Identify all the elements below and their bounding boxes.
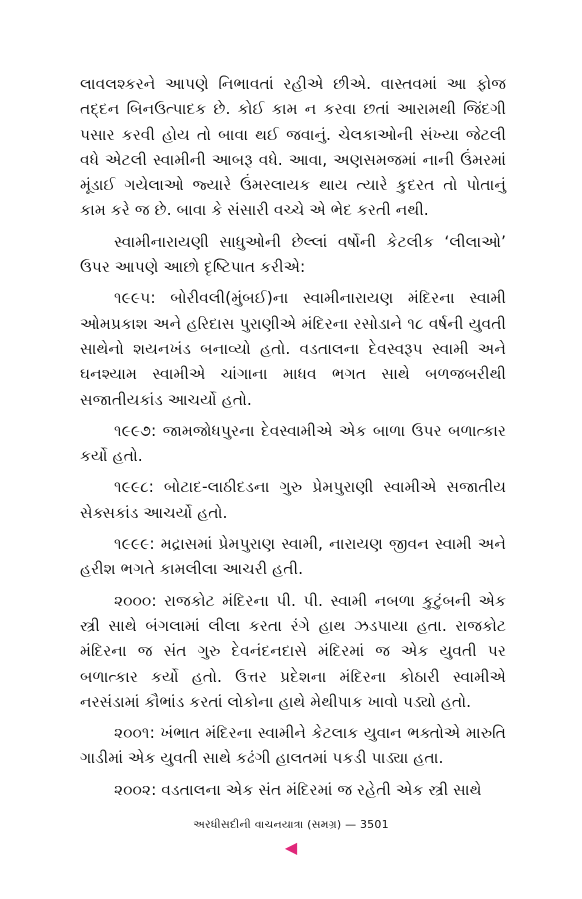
page-body xyxy=(80,72,506,809)
paragraph-1999: ૧૯૯૯: મદ્રાસમાં પ્રેમપુરાણ સ્વામી, નારાયણ જીવન સ્વામી અને હરીશ ભગતે કામલીલા આચરી હતી. xyxy=(80,535,506,579)
paragraph-lila-heading: સ્વામીનારાયણી સાધુઓની છેલ્લાં વર્ષોની કેટલીક ‘લીલાઓ’ ઉપર આપણે આછો દૃષ્ટિપાત કરીએ: xyxy=(80,232,506,277)
paragraph-intro: લાવલશ્કરને આપણે નિભાવતાં રહીએ છીએ. વાસ્તવમાં આ ફોજ તદ્દન બિનઉત્પાદક છે. કોઈ કામ ન કરવા છતાં આરામથી જિંદગી પસાર કરવી હોય તો બાવા થઈ જવાનું. ચેલકાઓની સંખ્યા જેટલી વધે એટલી સ્વામીની આબરૂ વધે. આવા, અણસમજમાં નાની ઉંમરમાં મૂંડાઈ ગયેલાઓ જ્યારે ઉંમરલાયક થાય ત્યારે કુદરત તો પોતાનું કામ કરે જ છે. બાવા કે સંસારી વચ્ચે એ ભેદ કરતી નથી. xyxy=(80,75,506,220)
paragraph-2001: ૨૦૦૧: ખંભાત મંદિરના સ્વામીને કેટલાક યુવાન ભક્તોએ મારુતિ ગાડીમાં એક યુવતી સાથે કઢંગી હાલતમાં પકડી પાડ્યા હતા. xyxy=(80,724,506,768)
previous-page-arrow-icon[interactable]: ◀ xyxy=(284,838,298,857)
paragraph-1997: ૧૯૯૭: જામજોધપુરના દેવસ્વામીએ એક બાળા ઉપર બળાત્કાર કર્યો હતો. xyxy=(80,421,506,466)
paragraph-1995: ૧૯૯૫: બોરીવલી(મુંબઈ)ના સ્વામીનારાયણ મંદિરના સ્વામી ઓમપ્રકાશ અને હરિદાસ પુરાણીએ મંદિરના રસોડાને ૧૮ વર્ષની યુવતી સાથેનો શયનખંડ બનાવ્યો હતો. વડતાલના દેવસ્વરૂપ સ્વામી અને ઘનશ્યામ સ્વામીએ ચાંગાના માધવ ભગત સાથે બળજબરીથી સજાતીયકાંડ આચર્યો હતો. xyxy=(80,289,506,409)
paragraph-1998: ૧૯૯૮: બોટાદ-લાઠીદડના ગુરુ પ્રેમપુરાણી સ્વામીએ સજાતીય સેક્સકાંડ આચર્યો હતો. xyxy=(80,478,506,522)
paragraph-2000: ૨૦૦૦: રાજકોટ મંદિરના પી. પી. સ્વામી નબળા કુટુંબની એક સ્ત્રી સાથે બંગલામાં લીલા કરતા રંગે હાથ ઝડપાયા હતા. રાજકોટ મંદિરના જ સંત ગુરુ દેવનંદનદાસે મંદિરમાં જ એક યુવતી પર બળાત્કાર કર્યો હતો. ઉત્તર પ્રદેશના મંદિરના કોઠારી સ્વામીએ નરસંડામાં કૌભાંડ કરતાં લોકોના હાથે મેથીપાક ખાવો પડ્યો હતો. xyxy=(80,591,506,711)
page-footer: અરધીસદીની વાચનયાત્રા (સમગ્ર) — 3501 xyxy=(193,818,389,831)
paragraph-2002: ૨૦૦૨: વડતાલના એક સંત મંદિરમાં જ રહેતી એક સ્ત્રી સાથે xyxy=(114,780,482,799)
